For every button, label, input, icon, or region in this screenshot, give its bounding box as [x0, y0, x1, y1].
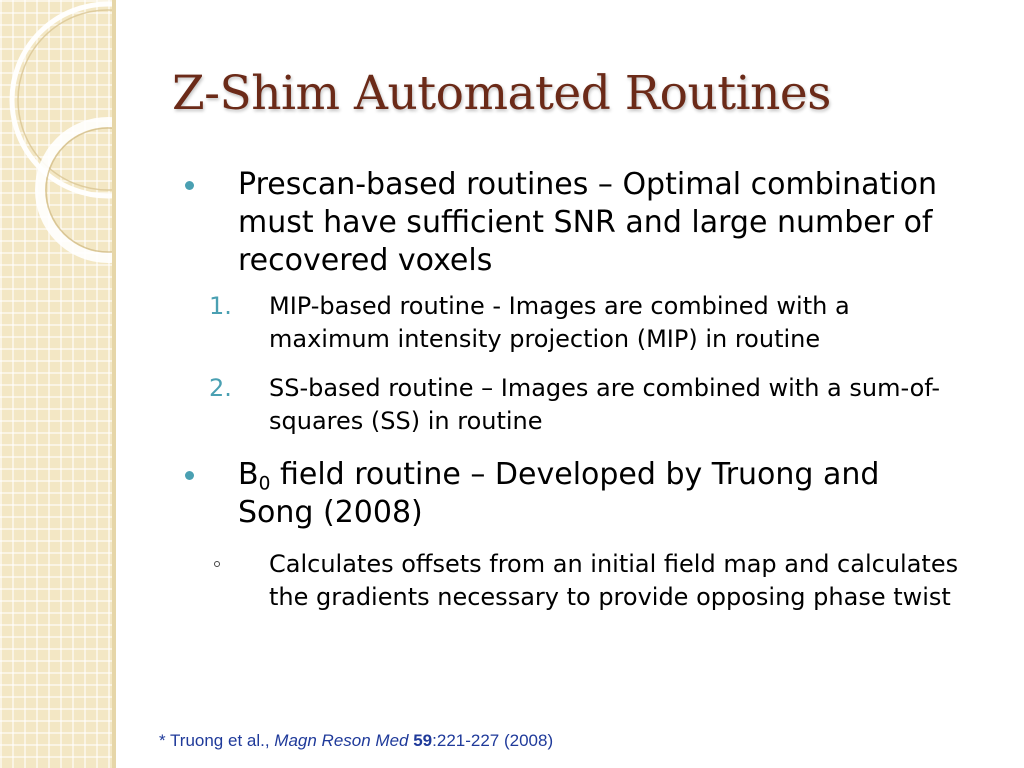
- bullet-dot-icon: [185, 471, 194, 480]
- slide-title: Z-Shim Automated Routines: [172, 66, 831, 121]
- numbered-text: MIP-based routine - Images are combined with a maximum intensity projection (MIP) in routine: [269, 292, 850, 353]
- item-number: 1.: [209, 292, 232, 320]
- slide-body: [180, 166, 960, 614]
- footnote-journal: Magn Reson Med: [274, 731, 409, 750]
- hollow-circle-icon: [214, 561, 220, 567]
- footnote-pages: :221-227 (2008): [432, 731, 554, 750]
- decorative-circles: [0, 0, 112, 768]
- bullet-text: field routine – Developed by Truong and Song (2008): [238, 457, 880, 530]
- footnote-volume: 59: [413, 731, 433, 750]
- numbered-item: [180, 290, 960, 356]
- numbered-item: [180, 372, 960, 438]
- footnote-prefix: * Truong et al.,: [159, 731, 275, 750]
- footnote: [159, 731, 553, 751]
- strip-divider: [112, 0, 116, 768]
- sub-bullet-text: Calculates offsets from an initial field map and calculates the gradients necessary to provide opposing phase twist: [269, 550, 959, 611]
- numbered-text: SS-based routine – Images are combined with a sum-of-squares (SS) in routine: [269, 374, 941, 435]
- bullet-dot-icon: [185, 181, 194, 190]
- bullet-item: [180, 456, 960, 532]
- b-subscript: 0: [258, 473, 271, 495]
- item-number: 2.: [209, 374, 232, 402]
- decorative-side-strip: [0, 0, 112, 768]
- bullet-text: Prescan-based routines – Optimal combination must have sufficient SNR and large number of recovered voxels: [238, 167, 937, 278]
- bullet-item: [180, 166, 960, 280]
- b-letter: B: [238, 457, 259, 492]
- sub-bullet-item: [180, 548, 960, 614]
